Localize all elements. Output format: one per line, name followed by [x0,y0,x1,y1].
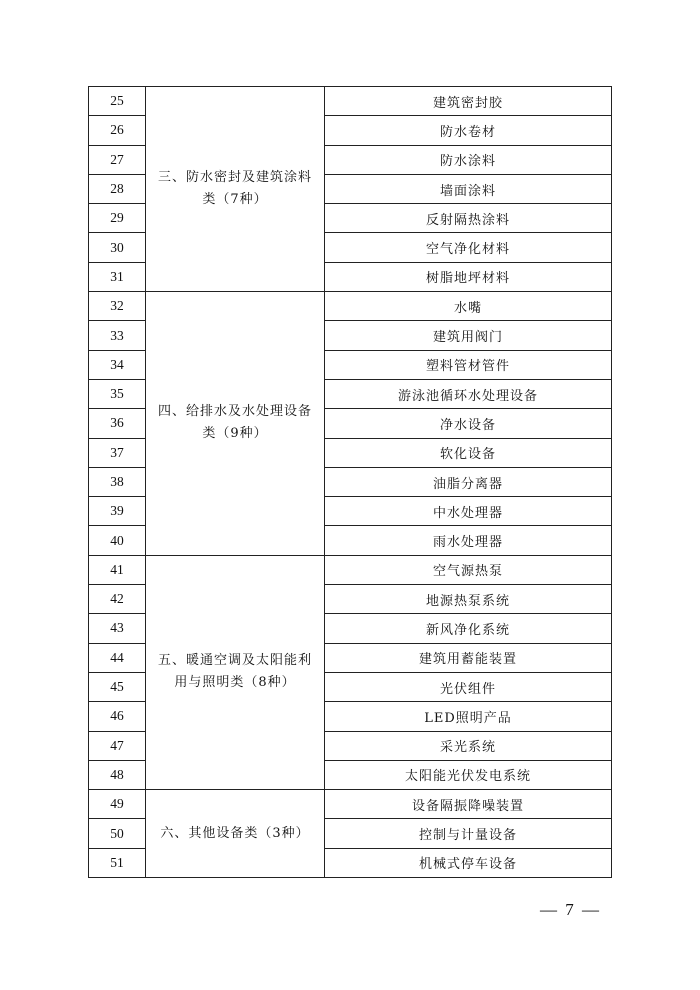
table-row [89,555,612,584]
row-number: 35 [89,379,146,408]
row-number: 34 [89,350,146,379]
row-number: 28 [89,174,146,203]
row-number: 49 [89,790,146,819]
product-name: 新风净化系统 [325,614,612,643]
row-number: 45 [89,672,146,701]
row-number: 27 [89,145,146,174]
row-number: 46 [89,702,146,731]
category-group-name: 三、防水密封及建筑涂料类（7种） [146,87,325,292]
product-name: 设备隔振降噪装置 [325,790,612,819]
row-number: 41 [89,555,146,584]
row-number: 47 [89,731,146,760]
row-number: 30 [89,233,146,262]
product-name: 防水卷材 [325,116,612,145]
product-name: 空气源热泵 [325,555,612,584]
page-number: — 7 — [540,900,601,919]
row-number: 39 [89,497,146,526]
row-number: 48 [89,760,146,789]
product-name: 油脂分离器 [325,467,612,496]
row-number: 36 [89,409,146,438]
product-name: 建筑用阀门 [325,321,612,350]
product-name: 树脂地坪材料 [325,262,612,291]
row-number: 50 [89,819,146,848]
product-name: 太阳能光伏发电系统 [325,760,612,789]
product-name: 反射隔热涂料 [325,204,612,233]
product-name: 采光系统 [325,731,612,760]
product-name: 雨水处理器 [325,526,612,555]
row-number: 40 [89,526,146,555]
product-name: 净水设备 [325,409,612,438]
product-name: 塑料管材管件 [325,350,612,379]
row-number: 26 [89,116,146,145]
row-number: 37 [89,438,146,467]
product-name: 游泳池循环水处理设备 [325,379,612,408]
product-name: 机械式停车设备 [325,848,612,877]
product-name: 墙面涂料 [325,174,612,203]
product-name: 建筑密封胶 [325,87,612,116]
row-number: 25 [89,87,146,116]
product-name: 软化设备 [325,438,612,467]
product-name: 防水涂料 [325,145,612,174]
row-number: 51 [89,848,146,877]
table-row [89,292,612,321]
product-category-table [88,86,612,878]
product-name: 建筑用蓄能装置 [325,643,612,672]
category-group-name: 五、暖通空调及太阳能利用与照明类（8种） [146,555,325,789]
row-number: 31 [89,262,146,291]
row-number: 42 [89,585,146,614]
category-group-name: 四、给排水及水处理设备类（9种） [146,292,325,556]
row-number: 29 [89,204,146,233]
product-name: 地源热泵系统 [325,585,612,614]
row-number: 33 [89,321,146,350]
table-row [89,87,612,116]
table-body [89,87,612,878]
product-name: 光伏组件 [325,672,612,701]
product-name: 水嘴 [325,292,612,321]
row-number: 38 [89,467,146,496]
product-name: LED照明产品 [325,702,612,731]
product-name: 空气净化材料 [325,233,612,262]
row-number: 43 [89,614,146,643]
table-row [89,790,612,819]
category-group-name: 六、其他设备类（3种） [146,790,325,878]
product-name: 中水处理器 [325,497,612,526]
row-number: 44 [89,643,146,672]
row-number: 32 [89,292,146,321]
product-name: 控制与计量设备 [325,819,612,848]
